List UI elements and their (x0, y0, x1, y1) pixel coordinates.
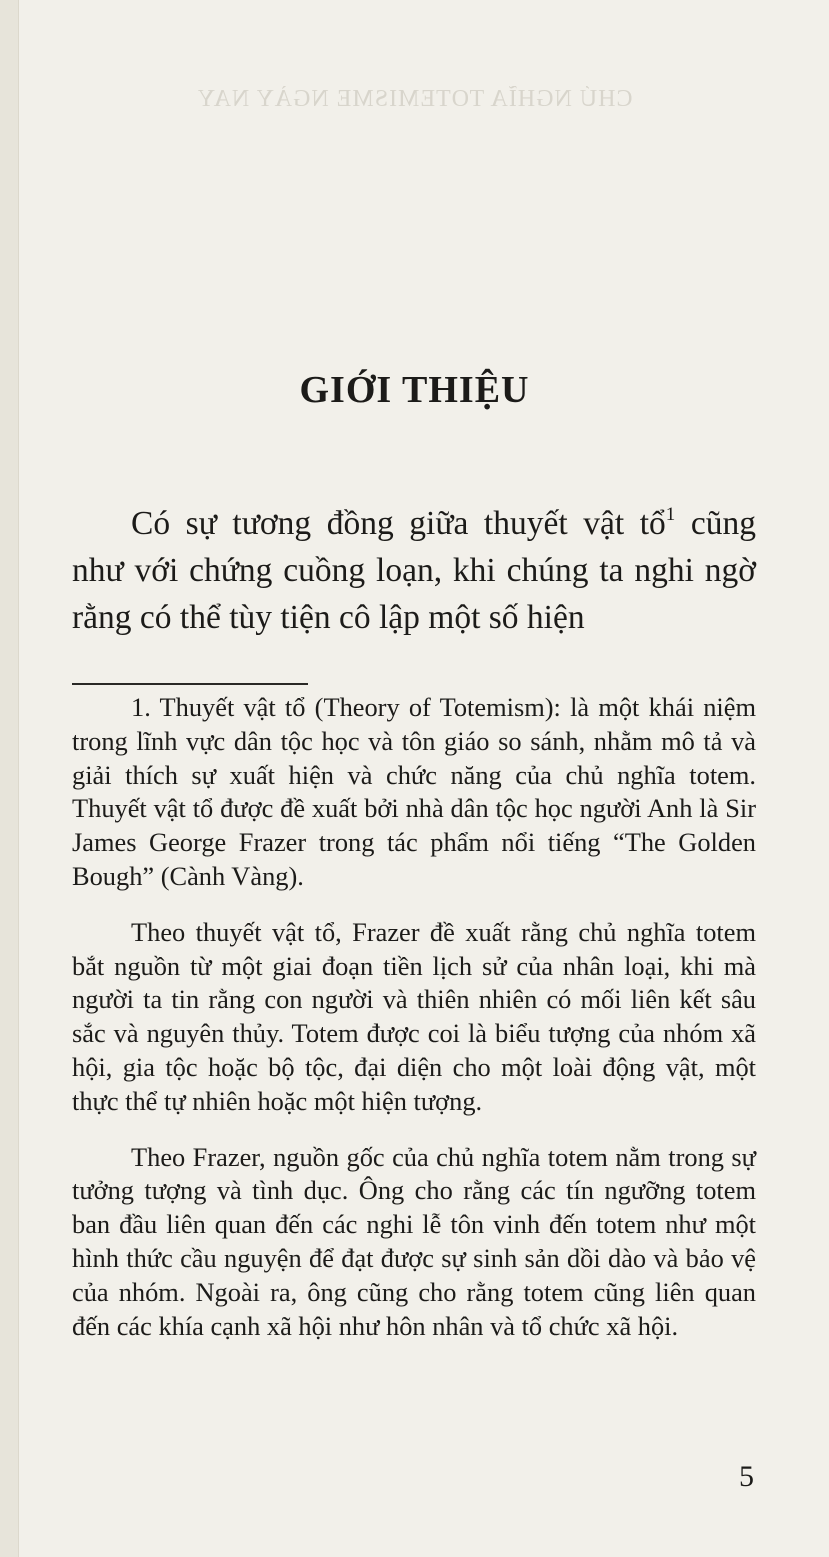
page-number: 5 (739, 1460, 754, 1493)
footnote-block (72, 691, 756, 1343)
footnote-paragraph-1: 1. Thuyết vật tổ (Theory of Totemism): là một khái niệm trong lĩnh vực dân tộc học và tôn giáo so sánh, nhằm mô tả và giải thích sự xuất hiện và chức năng của chủ nghĩa totem. Thuyết vật tổ được đề xuất bởi nhà dân tộc học người Anh là Sir James George Frazer trong tác phẩm nổi tiếng “The Golden Bough” (Cành Vàng). (72, 692, 756, 891)
running-head-bleedthrough: CHỦ NGHĨA TOTEMISME NGÀY NAY (196, 86, 633, 112)
footnote-paragraph-3: Theo Frazer, nguồn gốc của chủ nghĩa totem nằm trong sự tưởng tượng và tình dục. Ông cho rằng các tín ngưỡng totem ban đầu liên quan đến các nghi lễ tôn vinh đến totem như một hình thức cầu nguyện để đạt được sự sinh sản dồi dào và bảo vệ của nhóm. Ngoài ra, ông cũng cho rằng totem cũng liên quan đến các khía cạnh xã hội như hôn nhân và tổ chức xã hội. (72, 1141, 756, 1341)
page-binding-edge (0, 0, 19, 1557)
chapter-title: GIỚI THIỆU (299, 369, 530, 411)
footnote-marker: 1 (665, 504, 676, 525)
footnote-divider (72, 683, 308, 685)
intro-text-end: cũng như với chứng cuồng loạn, khi chúng ta nghi ngờ rằng có thể tùy tiện cô lập một số hiện (72, 505, 756, 636)
intro-text-start: Có sự tương đồng giữa thuyết vật tổ (131, 505, 666, 542)
footnote-paragraph-2: Theo thuyết vật tổ, Frazer đề xuất rằng chủ nghĩa totem bắt nguồn từ một giai đoạn tiền lịch sử của nhân loại, khi mà người ta tin rằng con người và thiên nhiên có mối liên kết sâu sắc và nguyên thủy. Totem được coi là biểu tượng của nhóm xã hội, gia tộc hoặc bộ tộc, đại diện cho một loài động vật, một thực thể tự nhiên hoặc một hiện tượng. (72, 916, 756, 1116)
intro-paragraph (72, 500, 756, 641)
